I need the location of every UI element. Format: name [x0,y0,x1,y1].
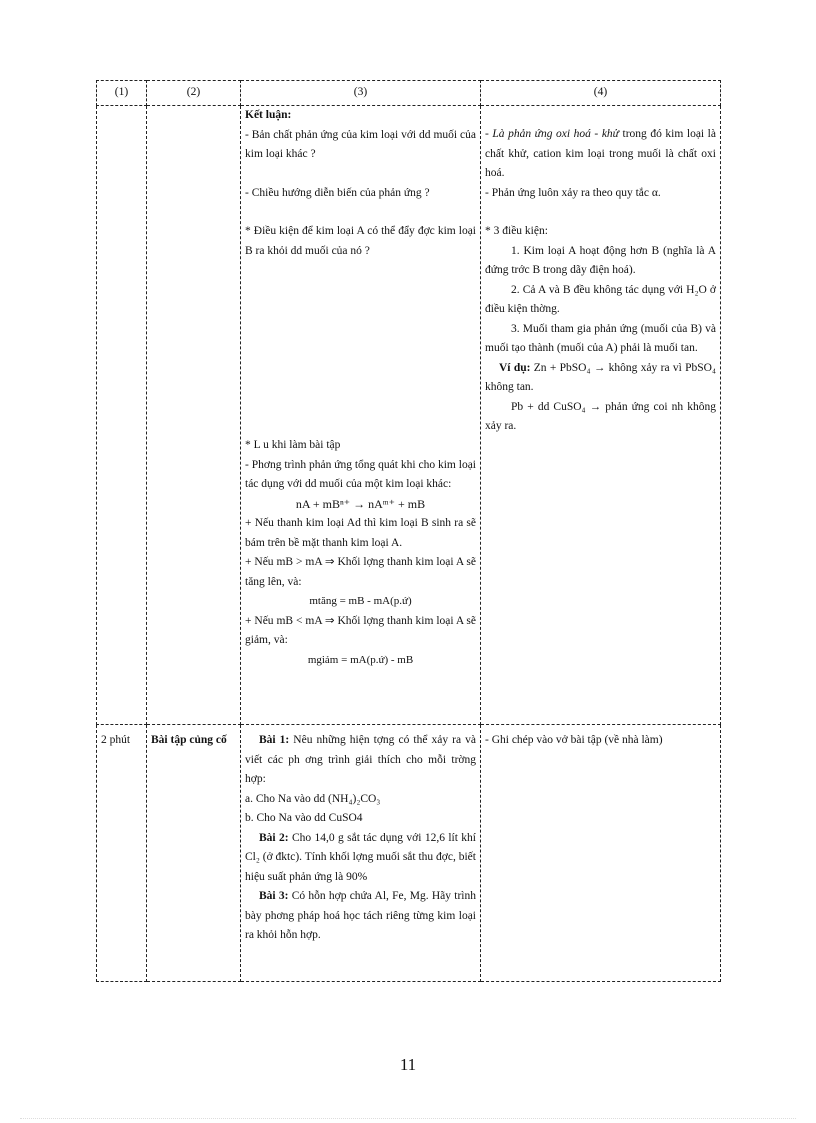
row1-col1 [97,106,147,725]
answer-1-italic: - Là phản ứng oxi hoá - khử [485,128,619,140]
question-3: * Điều kiện để kim loại A có thể đẩy đợc kim loại B ra khỏi dd muối của nó ? [245,225,476,257]
condition-2: 2. Cả A và B đều không tác dụng với H₂O ở điều kiện thờng. [485,283,716,315]
page-number: 11 [399,1055,417,1074]
condition-1: 1. Kim loại A hoạt động hơn B (nghĩa là A đứng trớc B trong dãy điện hoá). [485,244,716,276]
header-col-4: (4) [481,81,721,106]
question-2: - Chiều hướng diễn biến của phản ứng ? [245,186,430,199]
note-title: * L u khi làm bài tập [245,439,341,451]
row1-col2 [147,106,241,725]
lesson-table [96,80,721,982]
exercise-2-text: Cho 14,0 g sắt tác dụng với 12,6 lít khí Cl₂ (ở đktc). Tính khối lợng muối sắt thu đợc, biết hiệu suất phản ứng là 90% [245,831,476,883]
note-1: - Phơng trình phản ứng tổng quát khi cho kim loại tác dụng với dd muối của một kim loại khác: [245,458,476,490]
exercise-2 [245,829,476,888]
header-col-1: (1) [97,81,147,106]
header-col-2: (2) [147,81,241,106]
note-4: + Nếu mB < mA ⇒ Khối lợng thanh kim loại A sẽ giảm, và: [245,614,476,646]
answer-1 [485,125,716,184]
answer-2: - Phản ứng luôn xảy ra theo quy tắc α. [485,186,661,199]
example-1-text: Zn + PbSO₄ → không xảy ra vì PbSO₄ không tan. [485,361,716,393]
header-col-3: (3) [241,81,481,106]
row2-col3 [241,725,481,982]
conditions-title: * 3 điều kiện: [485,225,548,237]
general-equation: nA + mBⁿ⁺ → nAᵐ⁺ + mB [295,496,426,511]
conclusion-row [97,106,721,725]
example-2: Pb + dd CuSO₄ → phản ứng coi nh không xảy ra. [485,400,716,432]
question-1: - Bản chất phản ứng của kim loại với dd muối của kim loại khác ? [245,128,476,160]
mass-increase-formula: mtăng = mB - mA(p.ứ) [309,595,412,607]
exercise-3 [245,887,476,946]
exercise-row [97,725,721,982]
condition-3: 3. Muối tham gia phản ứng (muối của B) và muối tạo thành (muối của A) phải là muối tan. [485,322,716,354]
exercise-1-text: Nêu những hiện tợng có thể xảy ra và viết các ph ơng trình giải thích cho mỗi trờng hợp: [245,734,476,785]
exercise-3-text: Có hỗn hợp chứa Al, Fe, Mg. Hãy trình bày phơng pháp hoá học tách riêng từng kim loại ra khỏi hỗn hợp. [245,890,476,941]
example-label: Ví dụ: [499,361,531,374]
footer-dotted-line [20,1118,796,1119]
conclusion-heading: Kết luận: [245,109,292,121]
example-1 [485,359,716,398]
answer-1-rest: trong đó kim loại là chất khử, cation kim loại trong muối là chất oxi hoá. [485,128,716,179]
row2-activity: Bài tập củng cố [147,725,241,982]
row1-col3 [241,106,481,725]
row2-col4: - Ghi chép vào vở bài tập (về nhà làm) [481,725,721,982]
exercise-1-label: Bài 1: [259,734,290,746]
row1-col4 [481,106,721,725]
row2-time: 2 phút [97,725,147,982]
exercise-2-label: Bài 2: [259,831,289,844]
exercise-3-label: Bài 3: [259,890,289,902]
exercise-1 [245,731,476,790]
mass-decrease-formula: mgiảm = mA(p.ứ) - mB [307,653,414,666]
note-2: + Nếu thanh kim loại Ad thì kim loại B sinh ra sẽ bám trên bề mặt thanh kim loại A. [245,517,476,549]
note-3: + Nếu mB > mA ⇒ Khối lợng thanh kim loại A sẽ tăng lên, và: [245,556,476,588]
exercise-1b: b. Cho Na vào dd CuSO4 [245,812,363,824]
header-row [97,81,721,106]
exercise-1a: a. Cho Na vào dd (NH₄)₂CO₃ [245,792,381,805]
